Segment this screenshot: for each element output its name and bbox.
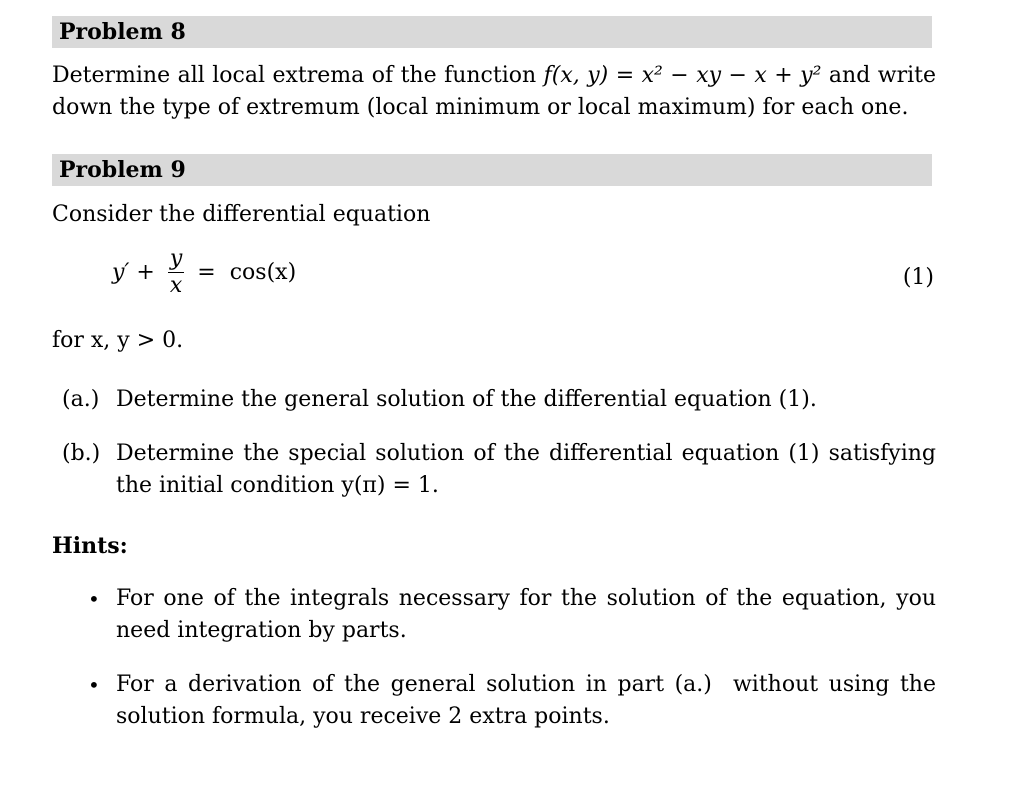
bullet-icon: • [88, 673, 100, 697]
item-a-label: (a.) [62, 387, 100, 412]
equation-number: (1) [902, 265, 934, 290]
problem-8-header [52, 16, 932, 48]
hint-2-line-2-text: solution formula, you receive 2 extra points. [116, 704, 610, 729]
problem-8-title: Problem 8 [59, 19, 186, 45]
bullet-icon: • [88, 587, 100, 611]
differential-equation [112, 246, 296, 316]
problem-8-text-end: and write [828, 63, 936, 88]
equation-fraction [168, 246, 184, 299]
item-b-line-2 [116, 470, 936, 502]
problem-9-title: Problem 9 [59, 157, 186, 183]
item-b-label: (b.) [62, 441, 101, 466]
hints-title: Hints: [52, 533, 128, 559]
hint-1-line-1 [116, 583, 936, 615]
problem-9-condition [52, 325, 183, 357]
item-b-line-1-text: Determine the special solution of the differential equation (1) satisfying [116, 441, 936, 466]
problem-8-line-2-text: down the type of extremum (local minimum or local maximum) for each one. [52, 95, 909, 120]
item-a-line-1: Determine the general solution of the differential equation (1). [116, 387, 817, 412]
fraction-numerator: y [169, 246, 183, 271]
problem-9-header [52, 154, 932, 186]
item-b-line-1 [116, 438, 936, 470]
hint-1-line-2-text: need integration by parts. [116, 618, 407, 643]
problem-8-function: f(x, y) = x² − xy − x + y² [543, 63, 822, 88]
hint-2-line-1-text: For a derivation of the general solution in part (a.) without using the [116, 672, 936, 697]
item-a-text [116, 384, 936, 416]
condition-text: for x, y > 0. [52, 328, 184, 353]
problem-9-intro-text: Consider the differential equation [52, 202, 431, 227]
hint-1-line-2 [116, 615, 936, 647]
hint-2-line-2 [116, 701, 936, 733]
problem-8-text-start: Determine all local extrema of the function [52, 63, 537, 88]
problem-9-intro [52, 199, 430, 231]
problem-8-line-2 [52, 92, 908, 124]
item-b-line-2-text: the initial condition y(π) = 1. [116, 473, 439, 498]
problem-8-line-1 [52, 60, 936, 92]
equation-rhs: = cos(x) [197, 259, 297, 285]
hint-1-line-1-text: For one of the integrals necessary for the solution of the equation, you [116, 586, 936, 611]
equation-lhs-start: y′ + [112, 259, 155, 285]
hint-2-line-1 [116, 669, 936, 701]
fraction-denominator: x [169, 273, 183, 298]
